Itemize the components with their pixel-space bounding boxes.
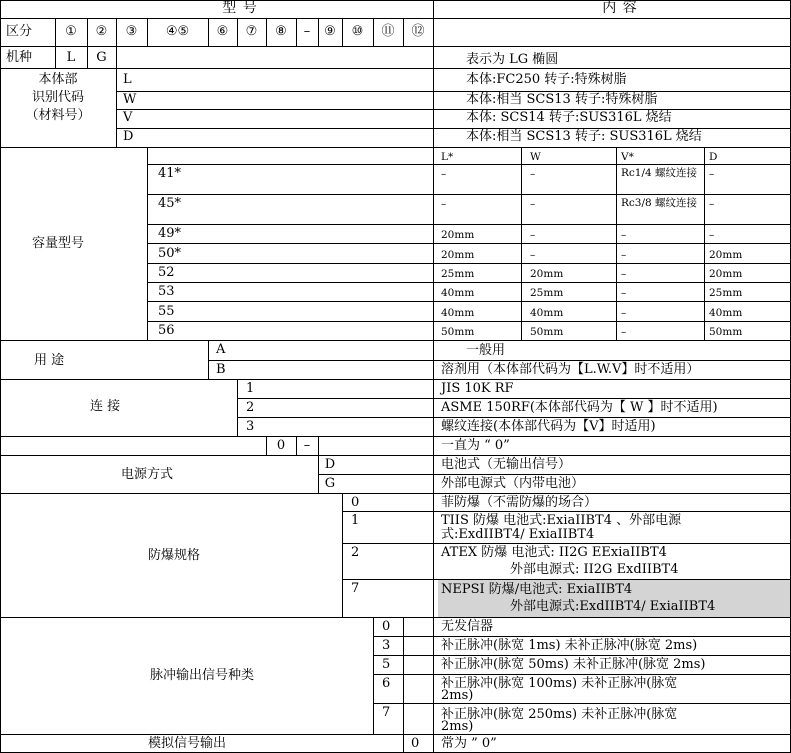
capacity-cell: 50mm: [441, 326, 475, 338]
explosion-code: 1: [351, 513, 360, 528]
body-label-line-3: （材料号）: [25, 108, 91, 123]
capacity-col-v: V*: [621, 151, 634, 163]
fixed-zero-desc: 一直为 “ 0”: [441, 438, 510, 453]
body-label-line-2: 识别代码: [31, 90, 84, 105]
position-2: ②: [95, 24, 108, 39]
explosion-code: 2: [351, 545, 360, 560]
body-label-line-1: 本体部: [38, 72, 78, 87]
capacity-code: 53: [158, 284, 175, 299]
pulse-desc-line: 无发信器: [441, 619, 494, 634]
capacity-code: 56: [158, 323, 175, 338]
analog-code: 0: [411, 736, 420, 751]
analog-desc: 常为 ” 0”: [441, 736, 497, 751]
capacity-cell: 25mm: [709, 287, 743, 299]
machine-desc: 表示为 LG 椭圆: [466, 52, 559, 67]
connection-code-2: 2: [246, 400, 255, 415]
body-desc-w: 本体:相当 SCS13 转子:特殊树脂: [466, 92, 658, 107]
capacity-cell: –: [621, 307, 627, 319]
body-code-w: W: [123, 92, 137, 107]
pulse-label: 脉冲输出信号种类: [150, 668, 255, 683]
capacity-cell: –: [621, 268, 627, 280]
position-1: ①: [65, 24, 77, 39]
body-code-d: D: [123, 129, 134, 144]
body-code-l: L: [123, 72, 132, 87]
position-3: ③: [125, 24, 138, 39]
power-label: 电源方式: [121, 467, 174, 482]
fixed-zero-dash: –: [303, 438, 311, 453]
capacity-code: 55: [158, 304, 175, 319]
position-dash: –: [303, 24, 311, 39]
capacity-cell: –: [530, 198, 536, 210]
pulse-desc-line: 2ms): [441, 688, 474, 703]
explosion-label: 防爆规格: [148, 548, 201, 563]
position-9: ⑨: [324, 24, 336, 39]
usage-desc-b: 溶剂用（本体部代码为【L.W.V】时不适用）: [441, 362, 700, 377]
explosion-desc-line: NEPSI 防爆/电池式: ExiaIIBT4: [441, 582, 633, 597]
connection-code-1: 1: [246, 381, 255, 396]
pulse-code: 0: [382, 619, 391, 634]
explosion-code: 7: [351, 581, 360, 596]
capacity-cell: –: [621, 287, 627, 299]
fixed-zero-code: 0: [276, 438, 286, 453]
capacity-cell: 20mm: [709, 268, 743, 280]
capacity-code: 45*: [158, 196, 182, 211]
capacity-cell: 50mm: [530, 326, 564, 338]
capacity-cell: –: [709, 198, 715, 210]
body-desc-d: 本体:相当 SCS13 转子: SUS316L 烧结: [466, 129, 702, 144]
capacity-code: 49*: [158, 226, 182, 241]
machine-label: 机种: [6, 50, 33, 65]
connection-label: 连 接: [90, 399, 121, 414]
pulse-desc-line: 补正脉冲(脉宽 50ms) 未补正脉冲(脉宽 2ms): [441, 657, 706, 672]
pulse-desc-line: 补正脉冲(脉宽 100ms) 未补正脉冲(脉宽: [441, 676, 678, 691]
model-column-title: 型 号: [222, 0, 258, 16]
capacity-cell: 40mm: [709, 307, 743, 319]
capacity-col-w: W: [530, 151, 541, 163]
capacity-cell: Rc1/4 螺纹连接: [621, 167, 698, 179]
capacity-cell: –: [530, 229, 536, 241]
power-desc-d: 电池式（无输出信号）: [441, 457, 572, 472]
power-code-g: G: [324, 476, 336, 491]
position-8: ⑧: [275, 24, 287, 39]
connection-code-3: 3: [246, 419, 255, 434]
usage-label: 用 途: [34, 353, 65, 368]
capacity-cell: –: [441, 198, 447, 210]
connection-desc-1: JIS 10K RF: [441, 381, 514, 396]
pulse-desc-line: 补正脉冲(脉宽 250ms) 未补正脉冲(脉宽: [441, 707, 678, 722]
position-11: ⑪: [381, 24, 395, 39]
position-10: ⑩: [351, 24, 364, 39]
capacity-code: 41*: [158, 166, 182, 181]
capacity-col-l: L*: [441, 151, 454, 163]
capacity-cell: 20mm: [441, 249, 475, 261]
capacity-cell: 40mm: [441, 287, 475, 299]
usage-code-b: B: [216, 362, 226, 377]
connection-desc-2: ASME 150RF(本体部代码为【 W 】时不适用): [441, 400, 718, 415]
explosion-desc-line: 式:ExdIIBT4/ ExiaIIBT4: [441, 527, 595, 542]
explosion-desc-line: 外部电源式:ExdIIBT4/ ExiaIIBT4: [510, 599, 716, 614]
capacity-cell: –: [530, 168, 536, 180]
pulse-desc-line: 2ms): [441, 719, 474, 734]
capacity-cell: 20mm: [441, 229, 475, 241]
category-header: 区分: [6, 24, 33, 39]
machine-code-2: G: [96, 50, 107, 65]
capacity-cell: 40mm: [530, 307, 564, 319]
capacity-cell: 40mm: [441, 307, 475, 319]
usage-desc-a: 一般用: [466, 343, 506, 358]
capacity-cell: –: [621, 326, 627, 338]
position-4-5: ④⑤: [165, 24, 190, 39]
capacity-cell: 25mm: [441, 268, 475, 280]
content-column-title: 内 容: [602, 0, 638, 16]
position-12: ⑫: [411, 24, 425, 39]
explosion-desc-line: 菲防爆（不需防爆的场合）: [441, 495, 598, 510]
pulse-code: 6: [382, 676, 391, 691]
pulse-code: 3: [382, 638, 391, 653]
capacity-cell: Rc3/8 螺纹连接: [621, 197, 698, 209]
capacity-cell: 50mm: [709, 326, 743, 338]
capacity-cell: –: [441, 168, 447, 180]
explosion-code: 0: [351, 495, 360, 510]
position-6: ⑥: [216, 24, 229, 39]
body-code-v: V: [123, 110, 133, 125]
capacity-col-d: D: [709, 151, 718, 163]
capacity-cell: –: [621, 249, 627, 261]
capacity-cell: –: [530, 249, 536, 261]
explosion-desc-line: ATEX 防爆 电池式: II2G EExiaIIBT4: [441, 545, 667, 560]
explosion-desc-line: TIIS 防爆 电池式:ExiaIIBT4 、外部电源: [441, 513, 682, 528]
capacity-label: 容量型号: [32, 236, 85, 251]
capacity-code: 52: [158, 265, 175, 280]
machine-code-1: L: [66, 50, 76, 65]
analog-label: 模拟信号输出: [148, 736, 227, 751]
capacity-cell: 20mm: [709, 249, 743, 261]
body-desc-l: 本体:FC250 转子:特殊树脂: [466, 72, 627, 87]
capacity-cell: 20mm: [530, 268, 564, 280]
pulse-code: 5: [382, 657, 391, 672]
capacity-cell: –: [709, 168, 715, 180]
capacity-cell: –: [621, 229, 627, 241]
body-desc-v: 本体: SCS14 转子:SUS316L 烧结: [466, 110, 672, 125]
pulse-desc-line: 补正脉冲(脉宽 1ms) 未补正脉冲(脉宽 2ms): [441, 638, 698, 653]
capacity-cell: –: [709, 229, 715, 241]
power-code-d: D: [324, 457, 336, 472]
explosion-desc-line: 外部电源式: II2G ExdIIBT4: [510, 562, 679, 577]
capacity-cell: 25mm: [530, 287, 564, 299]
capacity-code: 50*: [158, 246, 182, 261]
power-desc-g: 外部电源式（内带电池）: [441, 476, 585, 491]
pulse-code: 7: [382, 705, 391, 720]
connection-desc-3: 螺纹连接(本体部代码为【V】时适用): [441, 419, 656, 434]
position-7: ⑦: [245, 24, 258, 39]
usage-code-a: A: [216, 342, 226, 357]
